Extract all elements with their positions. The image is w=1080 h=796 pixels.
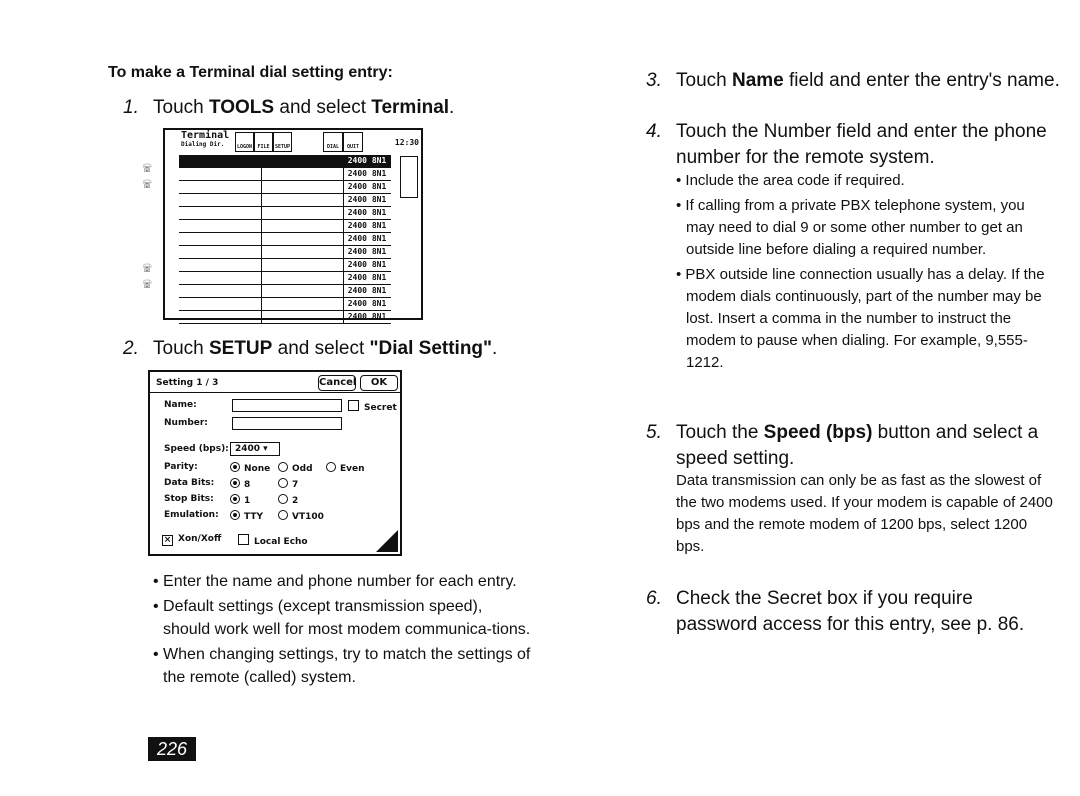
text: TTY [244, 512, 264, 522]
step-5-note: Data transmission can only be as fast as the slowest of the two modems used. If your modem is capable of 2400 bps and the remote modem of 1200 bps, select 1200 bps. [676, 472, 1053, 555]
table-row [179, 181, 391, 194]
dialog-element [261, 311, 262, 323]
table-row [179, 233, 391, 246]
step-4 [646, 119, 1056, 171]
checkbox-icon [238, 534, 249, 545]
text: 2400 8N1 [343, 259, 390, 271]
text: Name [731, 70, 784, 91]
text: • Enter the name and phone number for each entry. [153, 573, 517, 590]
text: . [492, 338, 498, 359]
setup-button: SETUP [273, 132, 292, 152]
text: 2400 8N1 [343, 311, 390, 323]
step-4-notes [676, 170, 1056, 377]
text: Data Bits: [164, 478, 215, 488]
table-row [179, 311, 391, 324]
table-row [179, 272, 391, 285]
table-row [179, 194, 391, 207]
radio-icon [278, 510, 288, 520]
dialog-element [278, 510, 324, 522]
table-row [179, 155, 391, 168]
file-button: FILE [254, 132, 273, 152]
text: 2400 8N1 [343, 207, 390, 219]
text: Secret [364, 403, 397, 413]
dialog-element [261, 181, 262, 193]
checkbox-icon: × [163, 535, 172, 545]
text: 5. [646, 422, 662, 443]
left-notes [153, 570, 533, 691]
text: • PBX outside line connection usually has a delay. If the modem dials continuously, part of the number may be lost. Insert a comma in the number to instruct the modem to pause when dialing. For example, 9,555-1212. [676, 266, 1045, 371]
page-number: 226 [148, 737, 196, 761]
number-field [232, 417, 342, 430]
dialog-element [261, 155, 262, 167]
dialog-element [230, 494, 250, 506]
terminal-screenshot [143, 128, 423, 321]
text: Parity: [164, 462, 198, 472]
step-2 [123, 336, 498, 362]
step-5 [646, 420, 1056, 472]
text: 2. [123, 338, 139, 359]
dialog-element [326, 462, 365, 474]
text: 2400 8N1 [343, 298, 390, 310]
text: "Dial Setting" [369, 338, 493, 359]
text: • Include the area code if required. [676, 172, 905, 189]
text: Touch [676, 70, 732, 91]
radio-icon [278, 494, 288, 504]
text: 2400 8N1 [343, 168, 390, 180]
dialog-element [278, 494, 298, 506]
text: Speed (bps) [763, 422, 873, 443]
dialog-element [278, 478, 298, 490]
phone-icon: ☏ ☏ [143, 260, 152, 292]
dialog-element [230, 478, 250, 490]
table-row [179, 259, 391, 272]
text: 2400 8N1 [343, 233, 390, 245]
phone-icon: ☏ ☏ [143, 160, 152, 192]
text: 1 [244, 496, 251, 506]
dialog-element [261, 259, 262, 271]
text: Touch [153, 338, 209, 359]
table-row [179, 168, 391, 181]
text: 3. [646, 70, 662, 91]
text: 2400 8N1 [343, 181, 390, 193]
cancel-button: Cancel [318, 375, 356, 391]
text: 2400 8N1 [343, 220, 390, 232]
dialog-element [230, 462, 270, 474]
dialog-element [261, 220, 262, 232]
text: VT100 [292, 512, 324, 522]
text: . [449, 97, 455, 118]
table-row [179, 246, 391, 259]
text: 2400 8N1 [343, 272, 390, 284]
step-1 [123, 95, 455, 121]
text: Speed (bps): [164, 444, 229, 454]
text: • When changing settings, try to match the settings of the remote (called) system. [153, 646, 531, 686]
dialog-element [261, 246, 262, 258]
radio-icon [278, 462, 288, 472]
terminal-header [179, 130, 421, 154]
dialog-element [230, 510, 263, 522]
text: 8 [244, 480, 251, 490]
text: None [244, 464, 271, 474]
text: Terminal [371, 97, 450, 118]
text: Xon/Xoff [178, 534, 222, 544]
text: TOOLS [208, 97, 275, 118]
radio-icon [230, 478, 240, 488]
text: Check the Secret box if you require password access for this entry, see p. 86. [676, 588, 1025, 635]
dialog-element [261, 285, 262, 297]
text: Emulation: [164, 510, 219, 520]
text: Even [340, 464, 365, 474]
dialog-element [238, 534, 308, 547]
text: 2400 8N1 [343, 155, 390, 167]
dialog-element [261, 233, 262, 245]
table-row [179, 220, 391, 233]
logon-button: LOGON [235, 132, 254, 152]
dialog-element [261, 207, 262, 219]
table-row [179, 298, 391, 311]
dialog-element [278, 462, 313, 474]
radio-icon [326, 462, 336, 472]
text: Setting 1 / 3 [156, 378, 219, 388]
dialog-element [261, 272, 262, 284]
text: 2 [292, 496, 299, 506]
text: 2400 8N1 [343, 285, 390, 297]
step-3 [646, 68, 1060, 94]
text: and select [274, 97, 372, 118]
text: Name: [164, 400, 197, 410]
quit-button: QUIT [343, 132, 363, 152]
text: • Default settings (except transmission speed), should work well for most modem communica-tions. [153, 598, 531, 638]
text: Terminal [181, 130, 230, 141]
name-field [232, 399, 342, 412]
text: Touch the [676, 422, 764, 443]
radio-icon [230, 462, 240, 472]
text: Local Echo [254, 537, 308, 547]
text: 12:30 [394, 138, 419, 147]
dial-directory-table [179, 155, 391, 324]
text: SETUP [208, 338, 273, 359]
text: 2400 8N1 [343, 194, 390, 206]
text: 2400 8N1 [343, 246, 390, 258]
text: field and enter the entry's name. [783, 70, 1060, 91]
text: Odd [292, 464, 313, 474]
text: and select [272, 338, 370, 359]
ok-button: OK [360, 375, 398, 391]
text: 1. [123, 97, 139, 118]
text: button and select a speed setting. [676, 422, 1039, 469]
dialog-element [162, 534, 221, 546]
page-curl-icon [376, 530, 398, 552]
dial-setting-dialog [148, 370, 402, 556]
dialog-element [348, 400, 397, 413]
text: 6. [646, 588, 662, 609]
text: 7 [292, 480, 299, 490]
checkbox-icon [348, 400, 359, 411]
text: Touch [153, 97, 209, 118]
section-heading: To make a Terminal dial setting entry: [108, 64, 393, 81]
radio-icon [230, 494, 240, 504]
dialog-element [261, 194, 262, 206]
dialog-element [261, 298, 262, 310]
scroll-icons [400, 156, 418, 198]
table-row [179, 285, 391, 298]
dialog-element [261, 168, 262, 180]
text: Stop Bits: [164, 494, 214, 504]
text: Touch the Number field and enter the phone number for the remote system. [676, 121, 1047, 168]
table-row [179, 207, 391, 220]
speed-select: 2400 ▾ [230, 442, 280, 456]
text: Dialing Dir. [181, 141, 225, 148]
radio-icon [230, 510, 240, 520]
text: Number: [164, 418, 208, 428]
radio-icon [278, 478, 288, 488]
text: • If calling from a private PBX telephone system, you may need to dial 9 or some other number to get an outside line before dialing a required number. [676, 197, 1025, 258]
step-6 [646, 586, 1056, 638]
text: 4. [646, 121, 662, 142]
dial-button: DIAL [323, 132, 343, 152]
